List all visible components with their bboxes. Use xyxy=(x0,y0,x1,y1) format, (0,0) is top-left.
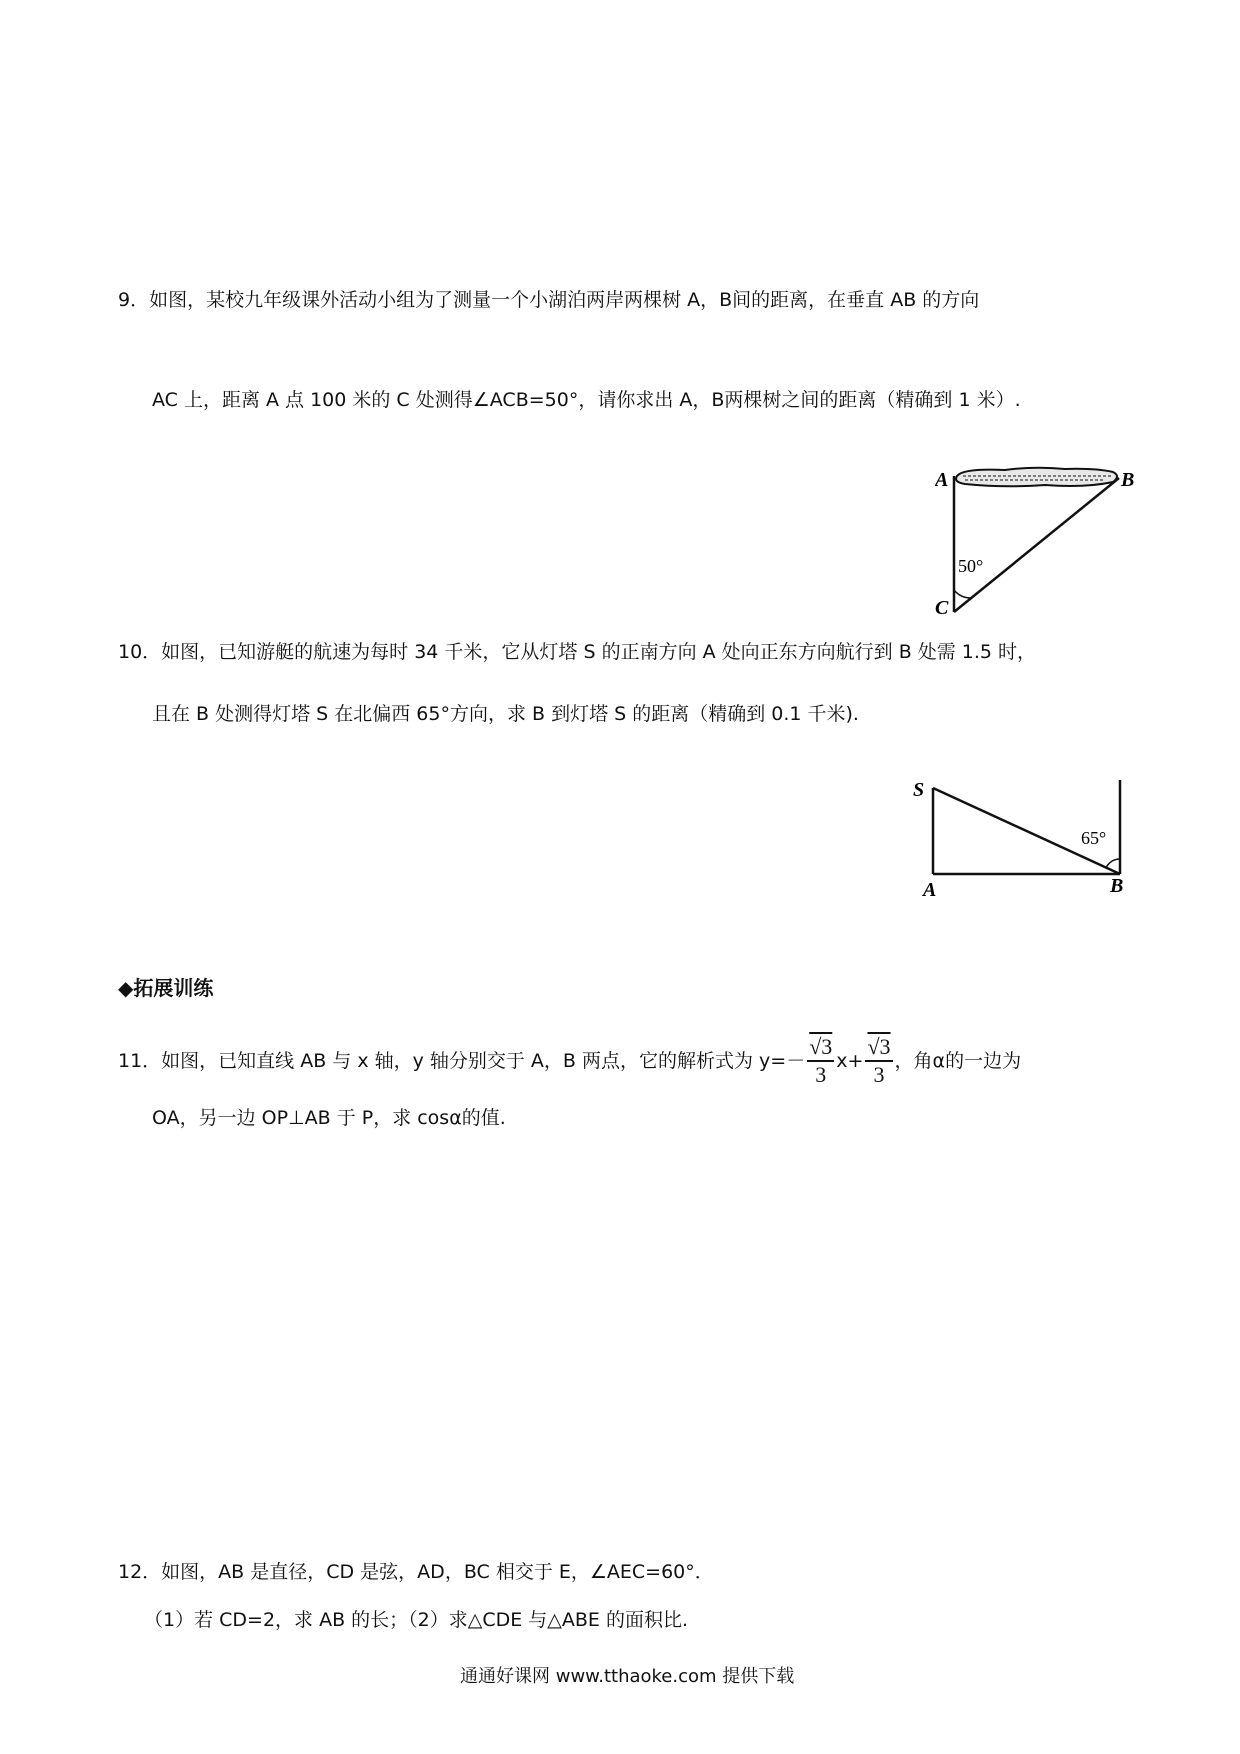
fraction-1-denominator: 3 xyxy=(815,1061,827,1087)
fraction-2-numerator: √3 xyxy=(865,1034,892,1062)
fraction-2 xyxy=(865,1034,892,1088)
q10-line1: 10．如图，已知游艇的航速为每时 34 千米，它从灯塔 S 的正南方向 A 处向正东方向航行到 B 处需 1.5 时， xyxy=(118,641,1037,663)
q11-line1 xyxy=(118,1025,1021,1095)
label-a: A xyxy=(935,469,949,491)
section-title: ◆拓展训练 xyxy=(118,976,214,1000)
label-b: B xyxy=(1110,875,1124,897)
label-b: B xyxy=(1121,469,1135,491)
q11-line2: OA，另一边 OP⊥AB 于 P，求 cosα的值. xyxy=(152,1107,506,1129)
lake-shape xyxy=(956,468,1117,487)
label-s: S xyxy=(913,779,925,801)
angle-arc-c xyxy=(954,590,971,598)
fraction-1-numerator: √3 xyxy=(807,1034,834,1062)
label-a: A xyxy=(923,879,937,901)
q12-line1: 12．如图，AB 是直径，CD 是弦，AD，BC 相交于 E，∠AEC=60°． xyxy=(118,1561,714,1583)
angle-label: 65° xyxy=(1081,828,1107,848)
q10-line2: 且在 B 处测得灯塔 S 在北偏西 65°方向，求 B 到灯塔 S 的距离（精确到 0.1 千米). xyxy=(152,703,859,725)
q10-figure xyxy=(905,772,1135,902)
angle-label: 50° xyxy=(958,556,984,576)
angle-arc-b xyxy=(1106,859,1120,868)
q9-figure xyxy=(935,462,1140,622)
q9-line2: AC 上，距离 A 点 100 米的 C 处测得∠ACB=50°，请你求出 A，B两棵树之间的距离（精确到 1 米）. xyxy=(152,389,1021,411)
label-c: C xyxy=(935,597,949,619)
fraction-2-denominator: 3 xyxy=(873,1061,885,1087)
footer-text: 通通好课网 www.tthaoke.com 提供下载 xyxy=(460,1666,795,1687)
q11-text-mid: x+ xyxy=(836,1049,864,1072)
q11-text-before: 11．如图，已知直线 AB 与 x 轴，y 轴分别交于 A，B 两点，它的解析式为 y=－ xyxy=(118,1049,806,1072)
side-cb xyxy=(954,478,1119,612)
fraction-1 xyxy=(807,1034,834,1088)
q11-text-after: ，角α的一边为 xyxy=(894,1049,1022,1072)
q9-line1: 9．如图，某校九年级课外活动小组为了测量一个小湖泊两岸两棵树 A，B间的距离，在垂直 AB 的方向 xyxy=(118,289,980,311)
q12-line2: （1）若 CD=2，求 AB 的长；（2）求△CDE 与△ABE 的面积比. xyxy=(144,1609,689,1631)
